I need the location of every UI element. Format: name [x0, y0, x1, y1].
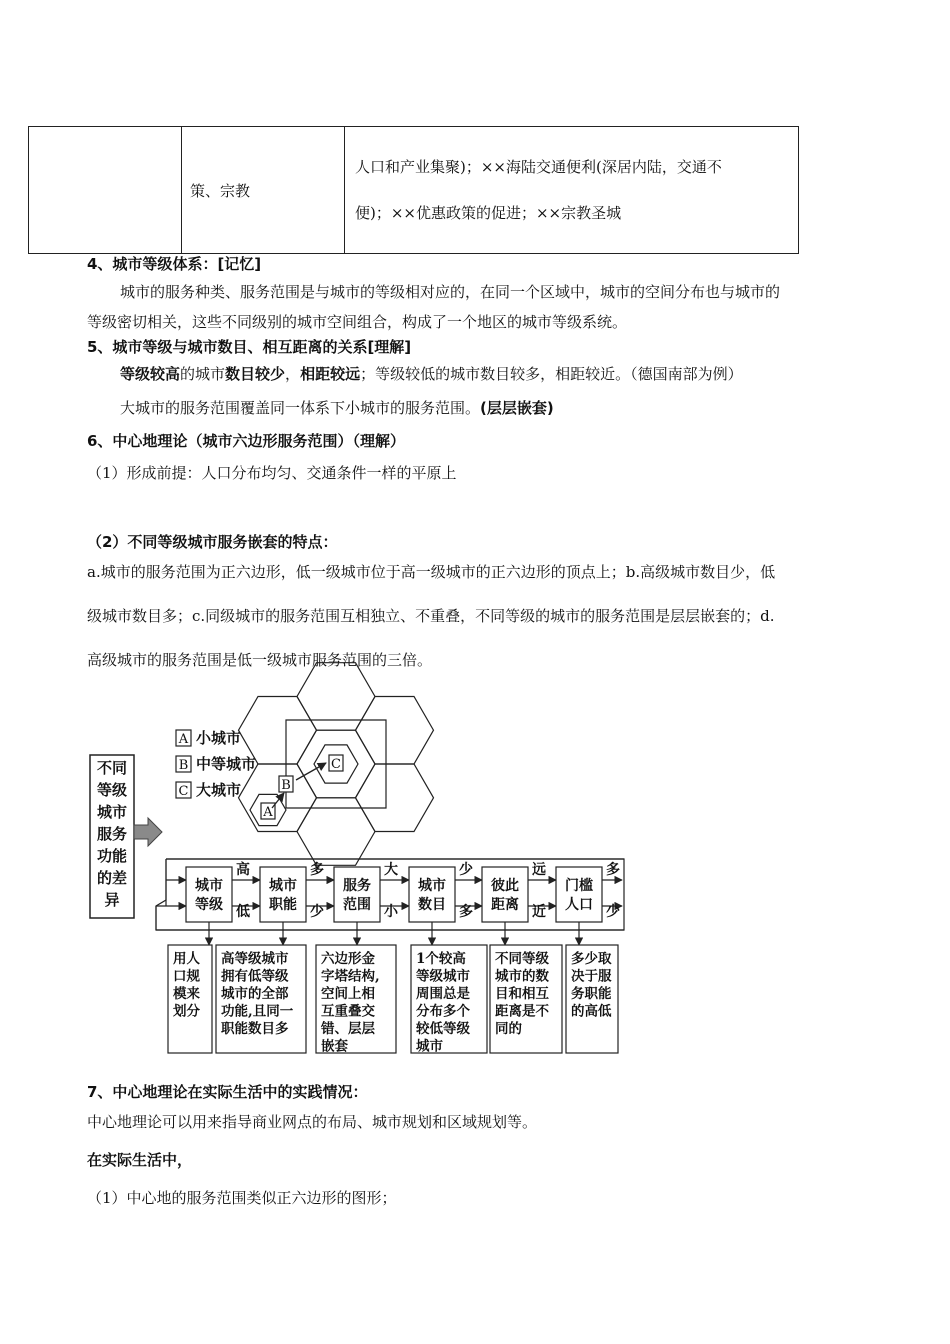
flow-box-label: 彼此 [491, 878, 519, 894]
desc-text: 同的 [495, 1021, 522, 1037]
desc-text: 口规 [173, 968, 200, 985]
section-5-heading: 5、城市等级与城市数目、相互距离的关系[理解] [87, 338, 412, 356]
legend-key-letter: B [178, 758, 189, 773]
flow-bottom-word: 少 [310, 904, 324, 920]
desc-text: 字塔结构, [321, 968, 380, 985]
side-label-text: 功能 [96, 847, 128, 865]
section-6-item-2-line: 级城市数目多；c.同级城市的服务范围互相独立、不重叠，不同等级的城市的服务范围是层层嵌套的；d. [87, 607, 775, 625]
flow-box [334, 867, 380, 922]
section-7-subheading: 在实际生活中， [87, 1151, 193, 1169]
desc-text: 1个较高 [416, 951, 466, 967]
section-7-item-1: （1）中心地的服务范围类似正六边形的图形； [87, 1189, 397, 1207]
desc-text: 的高低 [571, 1003, 612, 1020]
side-label-text: 等级 [96, 781, 128, 799]
flow-top-word: 多 [606, 862, 620, 878]
flow-bottom-word: 小 [384, 904, 398, 920]
flow-box-label: 城市 [269, 878, 297, 894]
legend-label: 大城市 [196, 781, 242, 799]
emphasis-text: (层层嵌套) [480, 399, 554, 417]
body-text: ；等级较低的城市数目较多，相距较近。（德国南部为例） [360, 365, 743, 383]
table-cell-line: 人口和产业集聚)；××海陆交通便利(深居内陆，交通不 [355, 158, 722, 176]
desc-text: 较低等级 [416, 1021, 470, 1037]
hexagon-ring [356, 697, 434, 765]
desc-text: 城市 [416, 1038, 443, 1055]
desc-text: 务职能 [571, 986, 612, 1002]
hexagon-ring [239, 697, 317, 765]
section-4-line: 等级密切相关，这些不同级别的城市空间组合，构成了一个地区的城市等级系统。 [87, 313, 628, 331]
desc-text: 周围总是 [416, 986, 470, 1002]
desc-text: 嵌套 [321, 1038, 348, 1055]
flow-box-label: 服务 [343, 878, 371, 894]
desc-text: 距离是不 [495, 1003, 549, 1020]
side-label-text: 城市 [96, 803, 128, 821]
side-label-text: 不同 [96, 759, 128, 777]
section-6-item-1: （1）形成前提：人口分布均匀、交通条件一样的平原上 [87, 464, 457, 482]
flow-box [409, 867, 455, 922]
flow-box-label: 等级 [195, 897, 223, 913]
section-4-heading: 4、城市等级体系：[记忆] [87, 255, 262, 273]
flow-box [260, 867, 306, 922]
flow-box [482, 867, 528, 922]
city-marker-letter: C [331, 757, 341, 772]
gray-arrow-icon [134, 818, 162, 846]
emphasis-text: 数目较少 [225, 365, 286, 383]
flow-box-label: 人口 [565, 897, 593, 913]
desc-text: 决于服 [571, 968, 612, 985]
hexagon-ring [356, 764, 434, 832]
body-text: 大城市的服务范围覆盖同一体系下小城市的服务范围。 [120, 399, 481, 417]
city-marker-letter: B [281, 778, 291, 793]
desc-text: 分布多个 [416, 1003, 470, 1020]
desc-text: 用人 [173, 951, 200, 967]
section-6-item-2-line: 高级城市的服务范围是低一级城市服务范围的三倍。 [87, 651, 433, 669]
body-text: 的城市 [180, 365, 226, 383]
flow-bottom-word: 低 [236, 904, 250, 920]
flow-top-word: 少 [459, 862, 473, 878]
section-7-text: 中心地理论可以用来指导商业网点的布局、城市规划和区域规划等。 [87, 1113, 538, 1131]
desc-text: 空间上相 [321, 986, 375, 1002]
flow-box [556, 867, 602, 922]
legend-key-letter: A [178, 732, 189, 747]
desc-text: 目和相互 [495, 986, 549, 1002]
section-6-item-2-heading: （2）不同等级城市服务嵌套的特点： [87, 533, 338, 551]
emphasis-text: 等级较高 [120, 365, 181, 383]
section-7-heading: 7、中心地理论在实际生活中的实践情况： [87, 1083, 368, 1101]
flow-top-word: 高 [236, 862, 250, 878]
flow-top-word: 大 [384, 862, 398, 878]
flow-box [186, 867, 232, 922]
flow-box-label: 职能 [269, 897, 297, 913]
flow-bottom-word: 多 [459, 904, 473, 920]
legend-key-letter: C [178, 784, 189, 799]
legend-label: 小城市 [196, 729, 242, 747]
desc-text: 等级城市 [416, 968, 470, 985]
desc-text: 高等级城市 [221, 951, 289, 967]
side-label-text: 异 [104, 891, 120, 909]
flow-top-word: 远 [532, 862, 546, 878]
flow-bottom-word: 少 [606, 904, 620, 920]
desc-text: 城市的全部 [221, 986, 289, 1002]
section-4-line: 城市的服务种类、服务范围是与城市的等级相对应的，在同一个区域中，城市的空间分布也与城市的 [120, 283, 781, 301]
desc-text: 城市的数 [495, 968, 549, 985]
desc-text: 功能,且同一 [221, 1003, 294, 1020]
body-text: ， [285, 365, 301, 383]
desc-text: 错、层层 [321, 1021, 375, 1037]
side-label-text: 的差 [96, 869, 128, 887]
desc-text: 职能数目多 [221, 1021, 289, 1037]
flow-top-word: 多 [310, 862, 324, 878]
desc-text: 划分 [173, 1003, 200, 1020]
flow-bottom-word: 近 [532, 904, 546, 920]
desc-text: 互重叠交 [321, 1003, 375, 1020]
desc-text: 六边形金 [321, 951, 375, 967]
legend-label: 中等城市 [196, 755, 257, 773]
city-marker-letter: A [263, 805, 273, 820]
flow-box-label: 门槛 [565, 878, 593, 894]
section-6-heading: 6、中心地理论（城市六边形服务范围）（理解） [87, 432, 405, 450]
table-cell-line: 便)；××优惠政策的促进；××宗教圣城 [355, 204, 622, 222]
emphasis-text: 相距较远 [300, 365, 361, 383]
hexagon-ring [239, 764, 317, 832]
flow-box-label: 城市 [418, 878, 446, 894]
flow-box-label: 距离 [491, 897, 519, 913]
desc-text: 模来 [173, 986, 200, 1002]
desc-text: 不同等级 [495, 951, 549, 967]
section-6-item-2-line: a.城市的服务范围为正六边形，低一级城市位于高一级城市的正六边形的顶点上；b.高级城市数目少，低 [87, 563, 776, 581]
desc-text: 拥有低等级 [221, 968, 289, 985]
flow-box-label: 数目 [418, 897, 446, 913]
table-cell-factor: 策、宗教 [182, 127, 345, 254]
flow-box-label: 范围 [343, 897, 371, 913]
desc-text: 多少取 [571, 951, 612, 967]
side-label-text: 服务 [96, 825, 128, 843]
flow-box-label: 城市 [195, 878, 223, 894]
